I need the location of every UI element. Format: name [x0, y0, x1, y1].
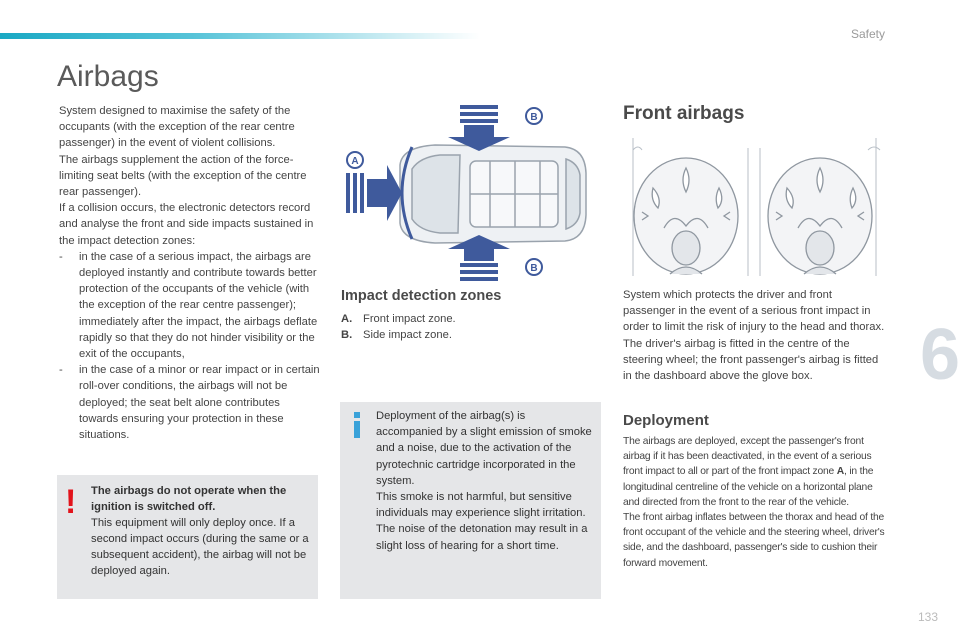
page-number: 133	[917, 610, 938, 624]
label-b-top: B	[530, 112, 538, 123]
info-paragraph: Deployment of the airbag(s) is accompanied by a slight emission of smoke and a noise, due to the activation of the pyrotechnic cartridge incorporated in the system.	[376, 410, 592, 487]
deployment-text	[623, 434, 887, 571]
zone-letter: B.	[341, 329, 353, 341]
driver-airbag	[634, 158, 738, 274]
info-box	[340, 402, 601, 599]
deployment-paragraph	[623, 434, 887, 510]
car-illustration	[400, 145, 586, 243]
front-airbags-paragraph: The driver's airbag is fitted in the centre of the steering wheel; the front passenger's airbag is fitted in the dashboard above the glove box.	[623, 337, 879, 383]
deployment-title: Deployment	[623, 412, 709, 429]
bullet-item	[59, 249, 321, 362]
intro-paragraph: If a collision occurs, the electronic detectors record and analyse the front and side impacts sustained in the impact detection zones:	[59, 202, 314, 247]
exclamation-icon: !	[65, 483, 77, 521]
deployment-text-part: , in the longitudinal centreline of the vehicle on a horizontal plane and directed from the front to the rear of the vehicle.	[623, 466, 874, 508]
section-title: Safety	[850, 27, 885, 41]
intro-text	[59, 103, 321, 443]
impact-zones-title: Impact detection zones	[341, 288, 502, 304]
info-text	[376, 408, 594, 554]
label-b-badge	[526, 259, 542, 275]
bullet-item	[59, 362, 321, 443]
bullet-text: in the case of a serious impact, the airbags are deployed instantly and contribute towards better protection of the occupants of the vehicle (with the exception of the rear centre passenger); immediately after the impact, the airbags deflate rapidly so that they do not hinder visibility or the exit of the occupants,	[79, 250, 318, 361]
impact-zones-list	[341, 311, 456, 343]
intro-paragraph: System designed to maximise the safety of the occupants (with the exception of the rear centre passenger) in the event of violent collisions.	[59, 105, 295, 150]
info-paragraph: This smoke is not harmful, but sensitive individuals may experience slight irritation.	[376, 491, 586, 520]
front-airbags-paragraph: System which protects the driver and front passenger in the event of a serious front impact in order to limit the risk of injury to the head and thorax.	[623, 289, 885, 334]
page-title: Airbags	[57, 60, 159, 93]
side-impact-arrow-top	[448, 105, 510, 151]
info-icon	[350, 412, 364, 438]
front-airbags-title: Front airbags	[623, 103, 745, 124]
warning-text	[91, 483, 309, 579]
label-a: A	[351, 156, 359, 167]
zone-letter: A.	[341, 313, 353, 325]
deployment-paragraph: The front airbag inflates between the thorax and head of the front occupant of the vehicle and the steering wheel, driver's side, and the dashboard, passenger's side to cushion their forward movement.	[623, 512, 885, 569]
warning-body-text: This equipment will only deploy once. If a second impact occurs (during the same or a subsequent accident), the airbag will not be deployed again.	[91, 517, 309, 577]
warning-box	[57, 475, 318, 599]
chapter-number: 6	[919, 315, 959, 395]
list-item	[341, 327, 456, 343]
list-item	[341, 311, 456, 327]
passenger-airbag	[768, 158, 872, 274]
deployment-text-part: The airbags are deployed, except the passenger's front airbag if it has been deactivated, in the event of a serious front impact to all or part of the front impact zone	[623, 436, 872, 478]
zone-reference: A	[836, 466, 844, 478]
bullet-dash: -	[59, 250, 63, 263]
label-a-badge	[347, 152, 363, 168]
zone-text: Side impact zone.	[363, 329, 452, 341]
label-b-bottom: B	[530, 263, 538, 274]
bullet-text: in the case of a minor or rear impact or in certain roll-over conditions, the airbags will not be deployed; the seat belt alone contributes towards ensuring your protection in these situations.	[79, 364, 320, 442]
bullet-dash: -	[59, 364, 63, 377]
header-accent-bar	[0, 33, 480, 39]
front-airbags-text	[623, 287, 887, 384]
warning-bold-text: The airbags do not operate when the ignition is switched off.	[91, 485, 287, 513]
front-airbags-diagram	[628, 128, 888, 278]
info-paragraph: The noise of the detonation may result in a slight loss of hearing for a short time.	[376, 523, 588, 552]
label-b-badge	[526, 108, 542, 124]
front-impact-arrow	[346, 165, 402, 221]
zone-text: Front impact zone.	[363, 313, 456, 325]
impact-zones-diagram	[340, 103, 600, 281]
intro-paragraph: The airbags supplement the action of the force-limiting seat belts (with the exception of the centre rear passenger).	[59, 153, 307, 199]
